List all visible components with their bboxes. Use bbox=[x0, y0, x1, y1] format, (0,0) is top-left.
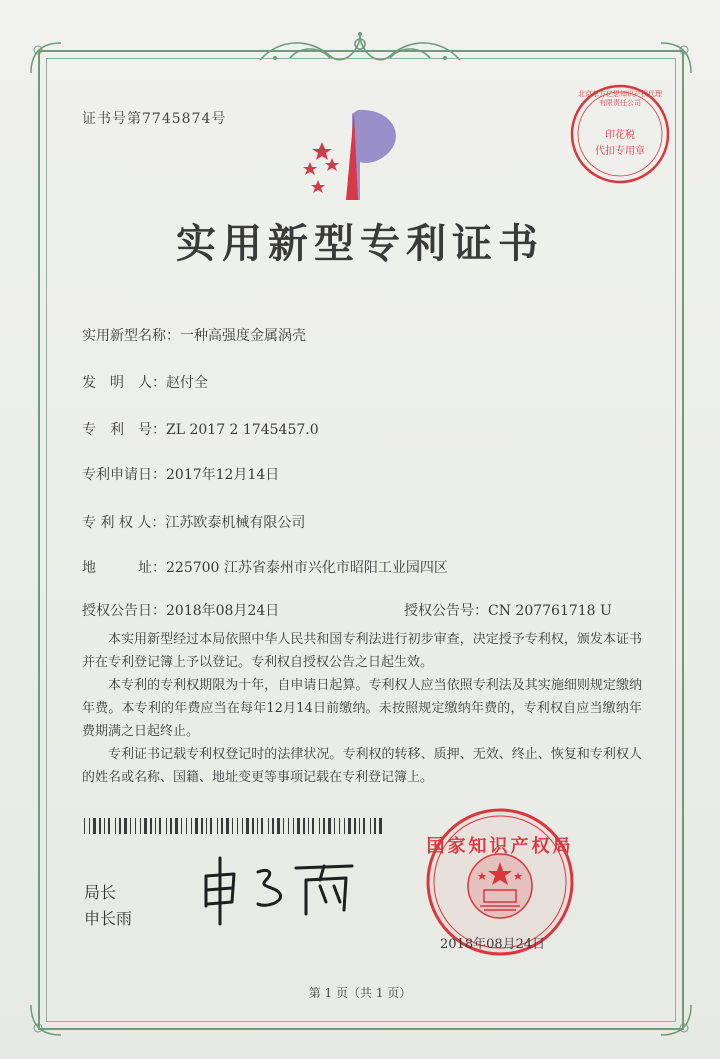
field-application-date bbox=[82, 464, 279, 484]
field-label: 地 址： bbox=[82, 560, 166, 576]
corner-ornament-tl bbox=[26, 38, 66, 78]
field-label: 发 明 人： bbox=[82, 375, 166, 391]
field-label: 专 利 号： bbox=[82, 422, 166, 438]
field-label: 授权公告日： bbox=[82, 603, 166, 619]
director-name: 申长雨 bbox=[84, 909, 133, 928]
handwritten-signature bbox=[196, 846, 366, 926]
patent-office-logo-icon bbox=[296, 102, 414, 202]
field-patent-number bbox=[82, 419, 319, 439]
legal-paragraph: 本专利的专利权期限为十年，自申请日起算。专利权人应当依照专利法及其实施细则规定缴纳年费。本专利的年费应当在每年12月14日前缴纳。未按照规定缴纳年费的，专利权自应当缴纳年费期满之日起终止。 bbox=[82, 678, 642, 739]
legal-paragraph: 本实用新型经过本局依照中华人民共和国专利法进行初步审查，决定授予专利权，颁发本证书并在专利登记簿上予以登记。专利权自授权公告之日起生效。 bbox=[82, 632, 642, 670]
field-address bbox=[82, 557, 448, 577]
field-value: 江苏欧泰机械有限公司 bbox=[165, 515, 306, 531]
legal-text bbox=[82, 628, 642, 789]
barcode bbox=[84, 818, 384, 834]
field-label: 授权公告号： bbox=[404, 603, 488, 619]
field-grant-number bbox=[404, 600, 612, 620]
tax-seal-line2: 印花税 bbox=[605, 130, 635, 141]
certificate-number: 证书号第7745874号 bbox=[82, 111, 227, 127]
field-label: 专 利 权 人： bbox=[82, 515, 166, 531]
official-seal-text: 国家知识产权局 bbox=[426, 836, 574, 857]
field-value: 225700 江苏省泰州市兴化市昭阳工业园四区 bbox=[166, 560, 448, 576]
field-value: 赵付全 bbox=[166, 375, 208, 391]
field-patentee bbox=[82, 512, 305, 532]
field-label: 实用新型名称： bbox=[82, 328, 180, 344]
legal-paragraph: 专利证书记载专利权登记时的法律状况。专利权的转移、质押、无效、终止、恢复和专利权人的姓名或名称、国籍、地址变更等事项记载在专利登记簿上。 bbox=[82, 747, 642, 785]
corner-ornament-br bbox=[656, 1000, 696, 1040]
corner-ornament-tr bbox=[656, 38, 696, 78]
top-ornament bbox=[250, 28, 470, 68]
tax-seal bbox=[568, 82, 672, 186]
certificate-title: 实用新型专利证书 bbox=[176, 220, 544, 267]
field-value: CN 207761718 U bbox=[488, 603, 612, 619]
field-value: ZL 2017 2 1745457.0 bbox=[166, 422, 319, 438]
field-label: 专利申请日： bbox=[82, 467, 166, 483]
tax-seal-line3: 代扣专用章 bbox=[595, 146, 645, 157]
field-utility-model-name bbox=[82, 325, 306, 345]
director-title: 局长 bbox=[84, 883, 117, 902]
field-grant-date bbox=[82, 600, 279, 620]
corner-ornament-bl bbox=[26, 1000, 66, 1040]
tax-seal-org: 北京东方亿思知识产权代理有限责任公司 bbox=[578, 90, 662, 107]
field-value: 2017年12月14日 bbox=[166, 467, 280, 483]
official-seal-date: 2018年08月24日 bbox=[440, 937, 546, 952]
field-inventor bbox=[82, 372, 208, 392]
field-value: 一种高强度金属涡壳 bbox=[180, 328, 306, 344]
page-number: 第 1 页（共 1 页） bbox=[308, 986, 412, 1000]
field-value: 2018年08月24日 bbox=[166, 603, 280, 619]
